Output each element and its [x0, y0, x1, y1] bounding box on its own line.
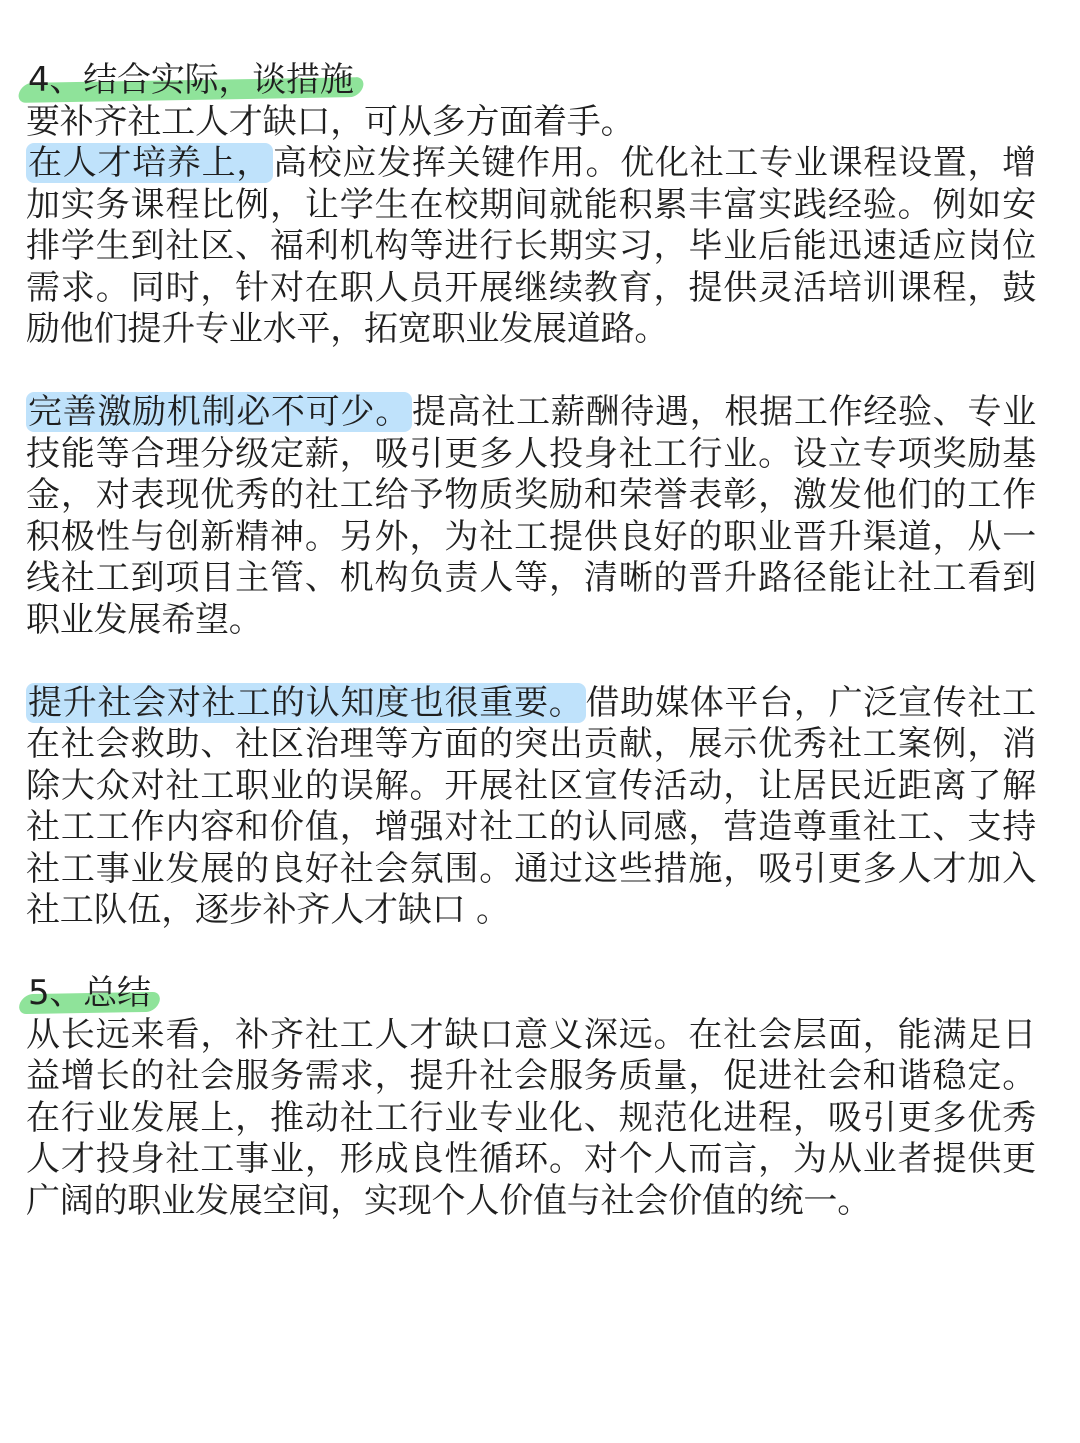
section-5-heading	[26, 973, 153, 1015]
paragraph-public-awareness	[26, 683, 1036, 932]
paragraph-lead-talent-training: 在人才培养上，	[28, 143, 272, 183]
paragraph-talent-training	[26, 143, 1036, 351]
section-4-heading	[26, 60, 356, 102]
article	[26, 60, 1036, 1222]
paragraph-body-incentives: 提高社工薪酬待遇，根据工作经验、专业技能等合理分级定薪，吸引更多人投身社工行业。设立专项奖励基金，对表现优秀的社工给予物质奖励和荣誉表彰，激发他们的工作积极性与创新精神。另外，为社工提供良好的职业晋升渠道，从一线社工到项目主管、机构负责人等，清晰的晋升路径能让社工看到职业发展希望。	[26, 392, 1036, 640]
section-5-body: 从长远来看，补齐社工人才缺口意义深远。在社会层面，能满足日益增长的社会服务需求，提升社会服务质量，促进社会和谐稳定。在行业发展上，推动社工行业专业化、规范化进程，吸引更多优秀人才投身社工事业，形成良性循环。对个人而言，为从业者提供更广阔的职业发展空间，实现个人价值与社会价值的统一。	[26, 1014, 1036, 1221]
section-5-heading-line	[26, 973, 1036, 1015]
paragraph-incentives	[26, 392, 1036, 641]
paragraph-gap	[26, 351, 1036, 393]
paragraph-body-talent-training: 高校应发挥关键作用。优化社工专业课程设置，增加实务课程比例，让学生在校期间就能积累丰富实践经验。例如安排学生到社区、福利机构等进行长期实习，毕业后能迅速适应岗位需求。同时，针对在职人员开展继续教育，提供灵活培训课程，鼓励他们提升专业水平，拓宽职业发展道路。	[26, 143, 1036, 349]
section-4-heading-line	[26, 60, 1036, 102]
paragraph-body-public-awareness: 借助媒体平台，广泛宣传社工在社会救助、社区治理等方面的突出贡献，展示优秀社工案例，消除大众对社工职业的误解。开展社区宣传活动，让居民近距离了解社工工作内容和价值，增强对社工的认同感，营造尊重社工、支持社工事业发展的良好社会氛围。通过这些措施，吸引更多人才加入社工队伍，逐步补齐人才缺口 。	[26, 682, 1036, 930]
section-4-intro: 要补齐社工人才缺口，可从多方面着手。	[26, 101, 635, 142]
paragraph-gap	[26, 641, 1036, 683]
section-4-heading-text: 4、结合实际，谈措施	[28, 60, 354, 100]
paragraph-gap	[26, 932, 1036, 974]
section-5-heading-text: 5、总结	[28, 973, 151, 1013]
paragraph-lead-incentives: 完善激励机制必不可少。	[28, 392, 410, 432]
paragraph-lead-public-awareness: 提升社会对社工的认知度也很重要。	[28, 682, 584, 723]
